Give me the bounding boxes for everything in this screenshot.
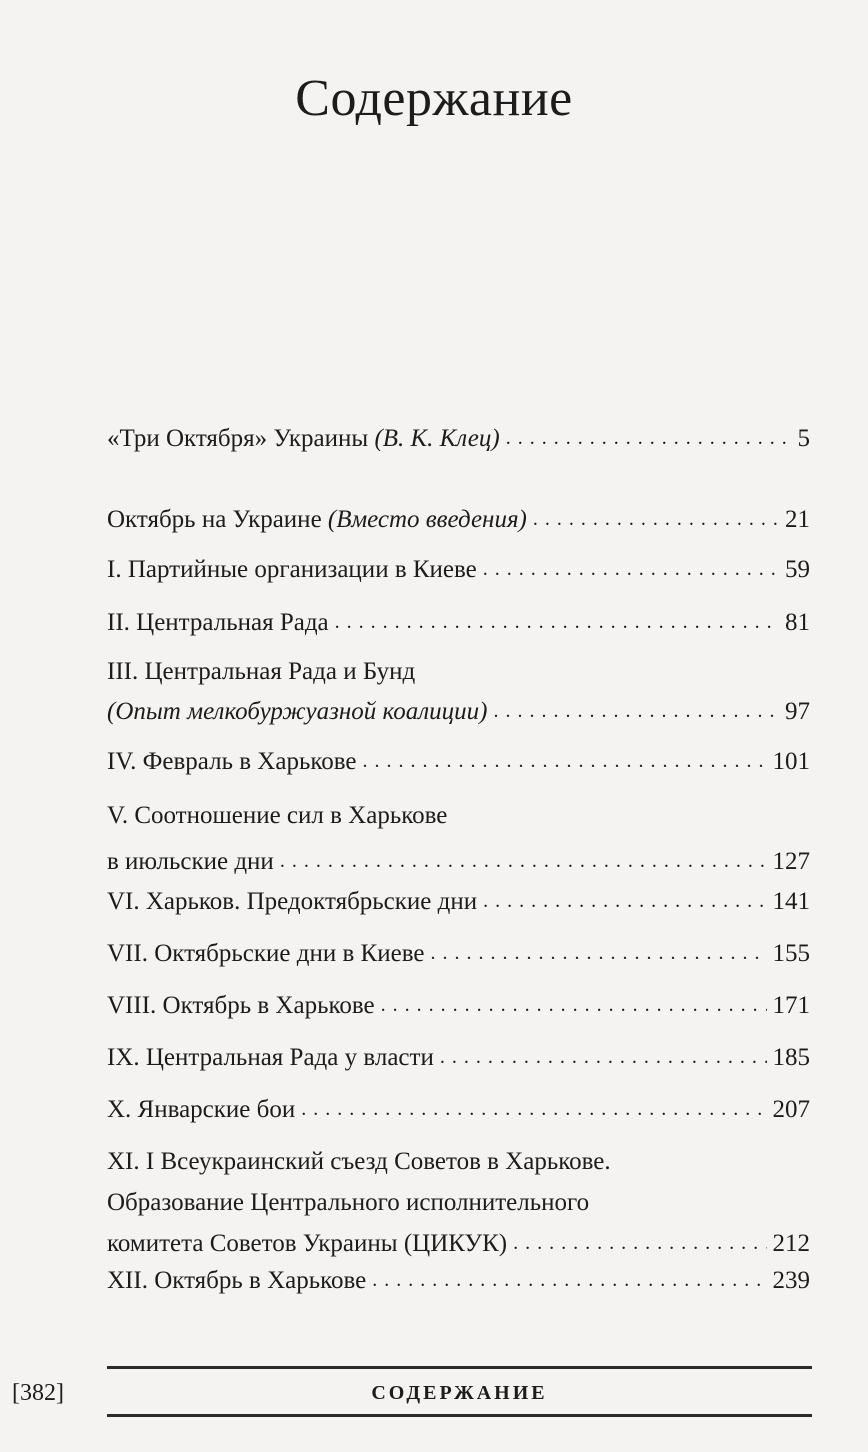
toc-entry-line — [107, 1145, 810, 1179]
page-title: Содержание — [295, 69, 573, 127]
dot-leader — [533, 501, 779, 536]
toc-entry-title — [107, 655, 415, 689]
toc-entry-title — [107, 885, 477, 919]
dot-leader — [381, 987, 767, 1022]
toc-title-text: VII. Октябрьские дни в Киеве — [107, 940, 425, 967]
toc-entry — [107, 503, 810, 538]
dot-leader — [493, 693, 779, 728]
toc-entry — [107, 422, 810, 457]
toc-title-text: VIII. Октябрь в Харькове — [107, 992, 375, 1019]
toc-entry-title — [107, 1145, 611, 1179]
dot-leader — [301, 1091, 766, 1126]
toc-page-number: 212 — [772, 1230, 810, 1257]
toc-author-note: (Вместо введения) — [327, 506, 527, 533]
toc-title-text: I. Партийные организации в Киеве — [107, 556, 477, 583]
toc-author-note: (Опыт мелкобуржуазной коалиции) — [107, 698, 488, 725]
dot-leader — [483, 551, 779, 586]
toc-author-note: (В. К. Клец) — [374, 425, 500, 452]
toc-entry-title — [107, 1093, 295, 1127]
toc-page-number: 59 — [785, 556, 810, 583]
running-title: СОДЕРЖАНИЕ — [371, 1382, 548, 1404]
toc-entry — [107, 553, 810, 588]
toc-page-number: 155 — [772, 940, 810, 967]
page-number: [382] — [12, 1380, 64, 1406]
toc-entry-title — [107, 745, 357, 779]
toc-entry — [107, 655, 810, 730]
toc-entry-title — [107, 937, 424, 971]
dot-leader — [363, 743, 767, 778]
toc-entry-title — [107, 989, 375, 1023]
toc-entry-title — [107, 695, 487, 729]
toc-title-text: III. Центральная Рада и Бунд — [107, 658, 416, 685]
toc-entry — [107, 1041, 810, 1076]
toc-title-text: в июльские дни — [107, 848, 274, 875]
toc-entry-title — [107, 845, 274, 879]
toc-entry-line — [107, 799, 810, 833]
toc-entry-line — [107, 1264, 810, 1299]
toc-title-text: комитета Советов Украины (ЦИКУК) — [107, 1230, 508, 1257]
toc-entry-line — [107, 1041, 810, 1076]
toc-entry-title — [107, 799, 447, 833]
toc-page-number: 81 — [785, 609, 810, 636]
toc-page-number: 171 — [772, 992, 810, 1019]
toc-title-text: XII. Октябрь в Харькове — [107, 1267, 367, 1294]
toc-entry-line — [107, 606, 810, 641]
toc-page-number: 127 — [772, 848, 810, 875]
toc-entry-line — [107, 989, 810, 1024]
toc-entry — [107, 989, 810, 1024]
toc-entry — [107, 1093, 810, 1128]
toc-entry-line — [107, 745, 810, 780]
toc-entry — [107, 1264, 810, 1299]
toc-title-text: X. Январские бои — [107, 1096, 296, 1123]
toc-page-number: 21 — [785, 506, 810, 533]
toc-entry-title — [107, 1264, 366, 1298]
toc-entry-line — [107, 655, 810, 689]
dot-leader — [372, 1262, 766, 1297]
toc-title-text: Образование Центрального исполнительного — [107, 1189, 590, 1216]
toc-page-number: 141 — [772, 888, 810, 915]
toc-title-text: II. Центральная Рада — [107, 609, 329, 636]
dot-leader — [430, 935, 766, 970]
toc-title-text: XI. I Всеукраинский съезд Советов в Харькове. — [107, 1148, 611, 1175]
toc-title-text: V. Соотношение сил в Харькове — [107, 802, 448, 829]
dot-leader — [483, 883, 766, 918]
toc-entry-line — [107, 422, 810, 457]
dot-leader — [440, 1039, 767, 1074]
toc-title-text: Октябрь на Украине — [107, 506, 328, 533]
toc-page-number: 5 — [797, 425, 810, 452]
toc-entry-line — [107, 845, 810, 880]
toc-entry-title — [107, 503, 527, 537]
toc-page-number: 239 — [772, 1267, 810, 1294]
toc-entry-line — [107, 503, 810, 538]
toc-entry-title — [107, 606, 329, 640]
toc-entry-line — [107, 885, 810, 920]
dot-leader — [513, 1225, 766, 1260]
toc-entry-line — [107, 1227, 810, 1262]
toc-entry — [107, 885, 810, 920]
toc-title-text: IX. Центральная Рада у власти — [107, 1044, 434, 1071]
toc-entry-line — [107, 1186, 810, 1220]
toc-entry — [107, 745, 810, 780]
dot-leader — [335, 604, 779, 639]
toc-entry — [107, 1145, 810, 1262]
toc-page-number: 207 — [772, 1096, 810, 1123]
toc-title-text: IV. Февраль в Харькове — [107, 748, 357, 775]
toc-entry-title — [107, 1186, 589, 1220]
footer-rule-top — [107, 1366, 812, 1369]
toc-entry-title — [107, 422, 500, 456]
dot-leader — [280, 843, 767, 878]
toc-entry-line — [107, 1093, 810, 1128]
toc-title-text: VI. Харьков. Предоктябрьские дни — [107, 888, 478, 915]
dot-leader — [506, 420, 792, 455]
toc-entry — [107, 937, 810, 972]
toc-page-number: 97 — [785, 698, 810, 725]
toc-entry-title — [107, 1227, 507, 1261]
toc-entry-title — [107, 1041, 434, 1075]
toc-entry — [107, 799, 810, 880]
footer-rule-bottom — [107, 1414, 812, 1417]
toc-entry — [107, 606, 810, 641]
toc-entry-line — [107, 937, 810, 972]
toc-page-number: 185 — [772, 1044, 810, 1071]
toc-entry-line — [107, 695, 810, 730]
toc-title-text: «Три Октября» Украины — [107, 425, 375, 452]
toc-entry-title — [107, 553, 477, 587]
toc-entry-line — [107, 553, 810, 588]
toc-page-number: 101 — [772, 748, 810, 775]
